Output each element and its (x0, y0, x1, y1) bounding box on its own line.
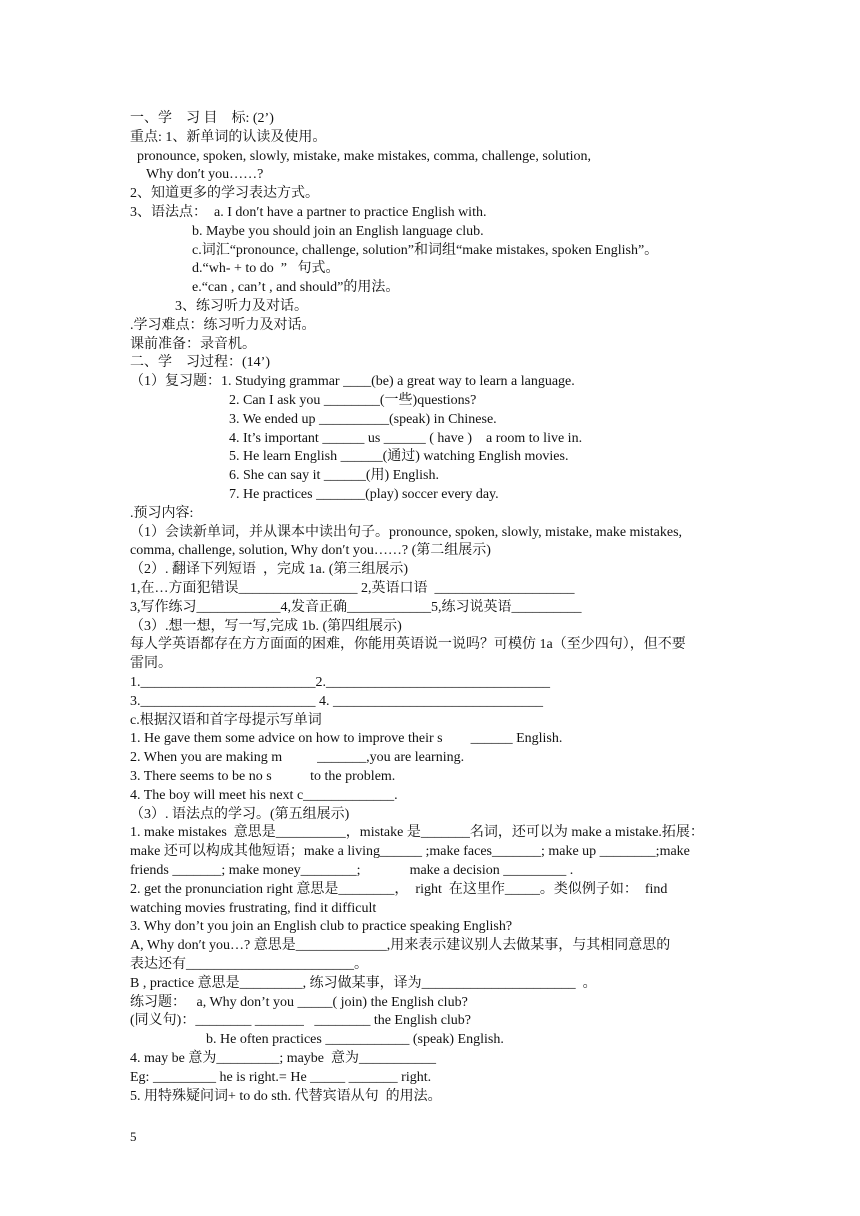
text-line: 4. may be 意为_________; maybe 意为___________ (130, 1051, 437, 1066)
text-line: 7. He practices _______(play) soccer every day. (229, 487, 499, 502)
text-line: （3）. 语法点的学习。(第五组展示) (130, 807, 350, 822)
text-line: （2）. 翻译下列短语 ，完成 1a. (第三组展示) (130, 562, 409, 577)
text-line: 课前准备：录音机。 (130, 337, 256, 352)
text-line: c.根据汉语和首字母提示写单词 (130, 713, 322, 728)
page-number: 5 (130, 1129, 137, 1144)
text-line: watching movies frustrating, find it difficult (130, 901, 377, 916)
text-line: pronounce, spoken, slowly, mistake, make mistakes, comma, challenge, solution, (137, 149, 591, 164)
text-line: 3. We ended up __________(speak) in Chinese. (229, 412, 497, 427)
text-line: comma, challenge, solution, Why don′t you……? (第二组展示) (130, 543, 491, 558)
text-line: （1）复习题：1. Studying grammar ____(be) a great way to learn a language. (130, 374, 575, 389)
text-line: 3、语法点： a. I don′t have a partner to practice English with. (130, 205, 487, 220)
text-line: c.词汇“pronounce, challenge, solution”和词组“make mistakes, spoken English”。 (192, 243, 659, 258)
text-line: 4. It’s important ______ us ______ ( have ) a room to live in. (229, 431, 583, 446)
text-line: b. He often practices ____________ (speak) English. (206, 1032, 504, 1047)
text-line: 5. 用特殊疑问词+ to do sth. 代替宾语从句 的用法。 (130, 1089, 442, 1104)
text-line: b. Maybe you should join an English language club. (192, 224, 484, 239)
text-line: (同义句)：________ _______ ________ the English club? (130, 1013, 472, 1028)
text-line: （1）会读新单词，并从课本中读出句子。pronounce, spoken, slowly, mistake, make mistakes, (130, 525, 683, 540)
text-line: 2. When you are making m _______,you are learning. (130, 750, 465, 765)
text-line: 1. He gave them some advice on how to improve their s ______ English. (130, 731, 563, 746)
text-line: B , practice 意思是_________, 练习做某事，译为______________________ 。 (130, 976, 597, 991)
text-line: 2. get the pronunciation right 意思是________， right 在这里作_____。类似例子如： find (130, 882, 668, 897)
text-line: .学习难点：练习听力及对话。 (130, 318, 316, 333)
text-line: 1. make mistakes 意思是__________，mistake 是_______名词，还可以为 make a mistake.拓展： (130, 825, 704, 840)
text-line: （3）.想一想，写一写,完成 1b. (第四组展示) (130, 619, 402, 634)
text-line: 练习题： a, Why don’t you _____( join) the English club? (130, 995, 468, 1010)
text-line: 4. The boy will meet his next c_____________. (130, 788, 398, 803)
text-line: 1._________________________2.________________________________ (130, 675, 550, 690)
text-line: 5. He learn English ______(通过) watching English movies. (229, 449, 569, 464)
text-line: d.“wh- + to do ” 句式。 (192, 261, 340, 276)
text-line: 表达还有________________________。 (130, 957, 368, 972)
text-line: 2. Can I ask you ________(一些)questions? (229, 393, 477, 408)
text-line: A, Why don′t you…? 意思是_____________,用来表示建议别人去做某事，与其相同意思的 (130, 938, 671, 953)
text-line: 一、学 习 目 标: (2’) (130, 111, 274, 126)
text-line: Eg: _________ he is right.= He _____ _______ right. (130, 1070, 432, 1085)
text-line: Why don′t you……? (146, 167, 264, 182)
text-line: make 还可以构成其他短语；make a living______ ;make faces_______; make up ________;make (130, 844, 690, 859)
text-line: 2、知道更多的学习表达方式。 (130, 186, 319, 201)
text-line: .预习内容: (130, 506, 194, 521)
text-line: 重点: 1、新单词的认读及使用。 (130, 130, 327, 145)
text-line: 3._________________________ 4. ______________________________ (130, 694, 543, 709)
text-line: 1,在…方面犯错误_________________ 2,英语口语 ____________________ (130, 581, 575, 596)
text-line: 3、练习听力及对话。 (175, 299, 308, 314)
text-line: 雷同。 (130, 656, 172, 671)
text-line: 3. There seems to be no s to the problem. (130, 769, 396, 784)
text-line: 3,写作练习____________4,发音正确____________5,练习说英语__________ (130, 600, 582, 615)
text-line: 6. She can say it ______(用) English. (229, 468, 439, 483)
text-line: friends _______; make money________; make a decision _________ . (130, 863, 574, 878)
text-line: 二、学 习过程：(14’) (130, 355, 270, 370)
text-line: e.“can , can’t , and should”的用法。 (192, 280, 400, 295)
text-line: 每人学英语都存在方方面面的困难，你能用英语说一说吗？可模仿 1a（至少四句），但不要 (130, 637, 686, 652)
text-line: 3. Why don’t you join an English club to practice speaking English? (130, 919, 513, 934)
